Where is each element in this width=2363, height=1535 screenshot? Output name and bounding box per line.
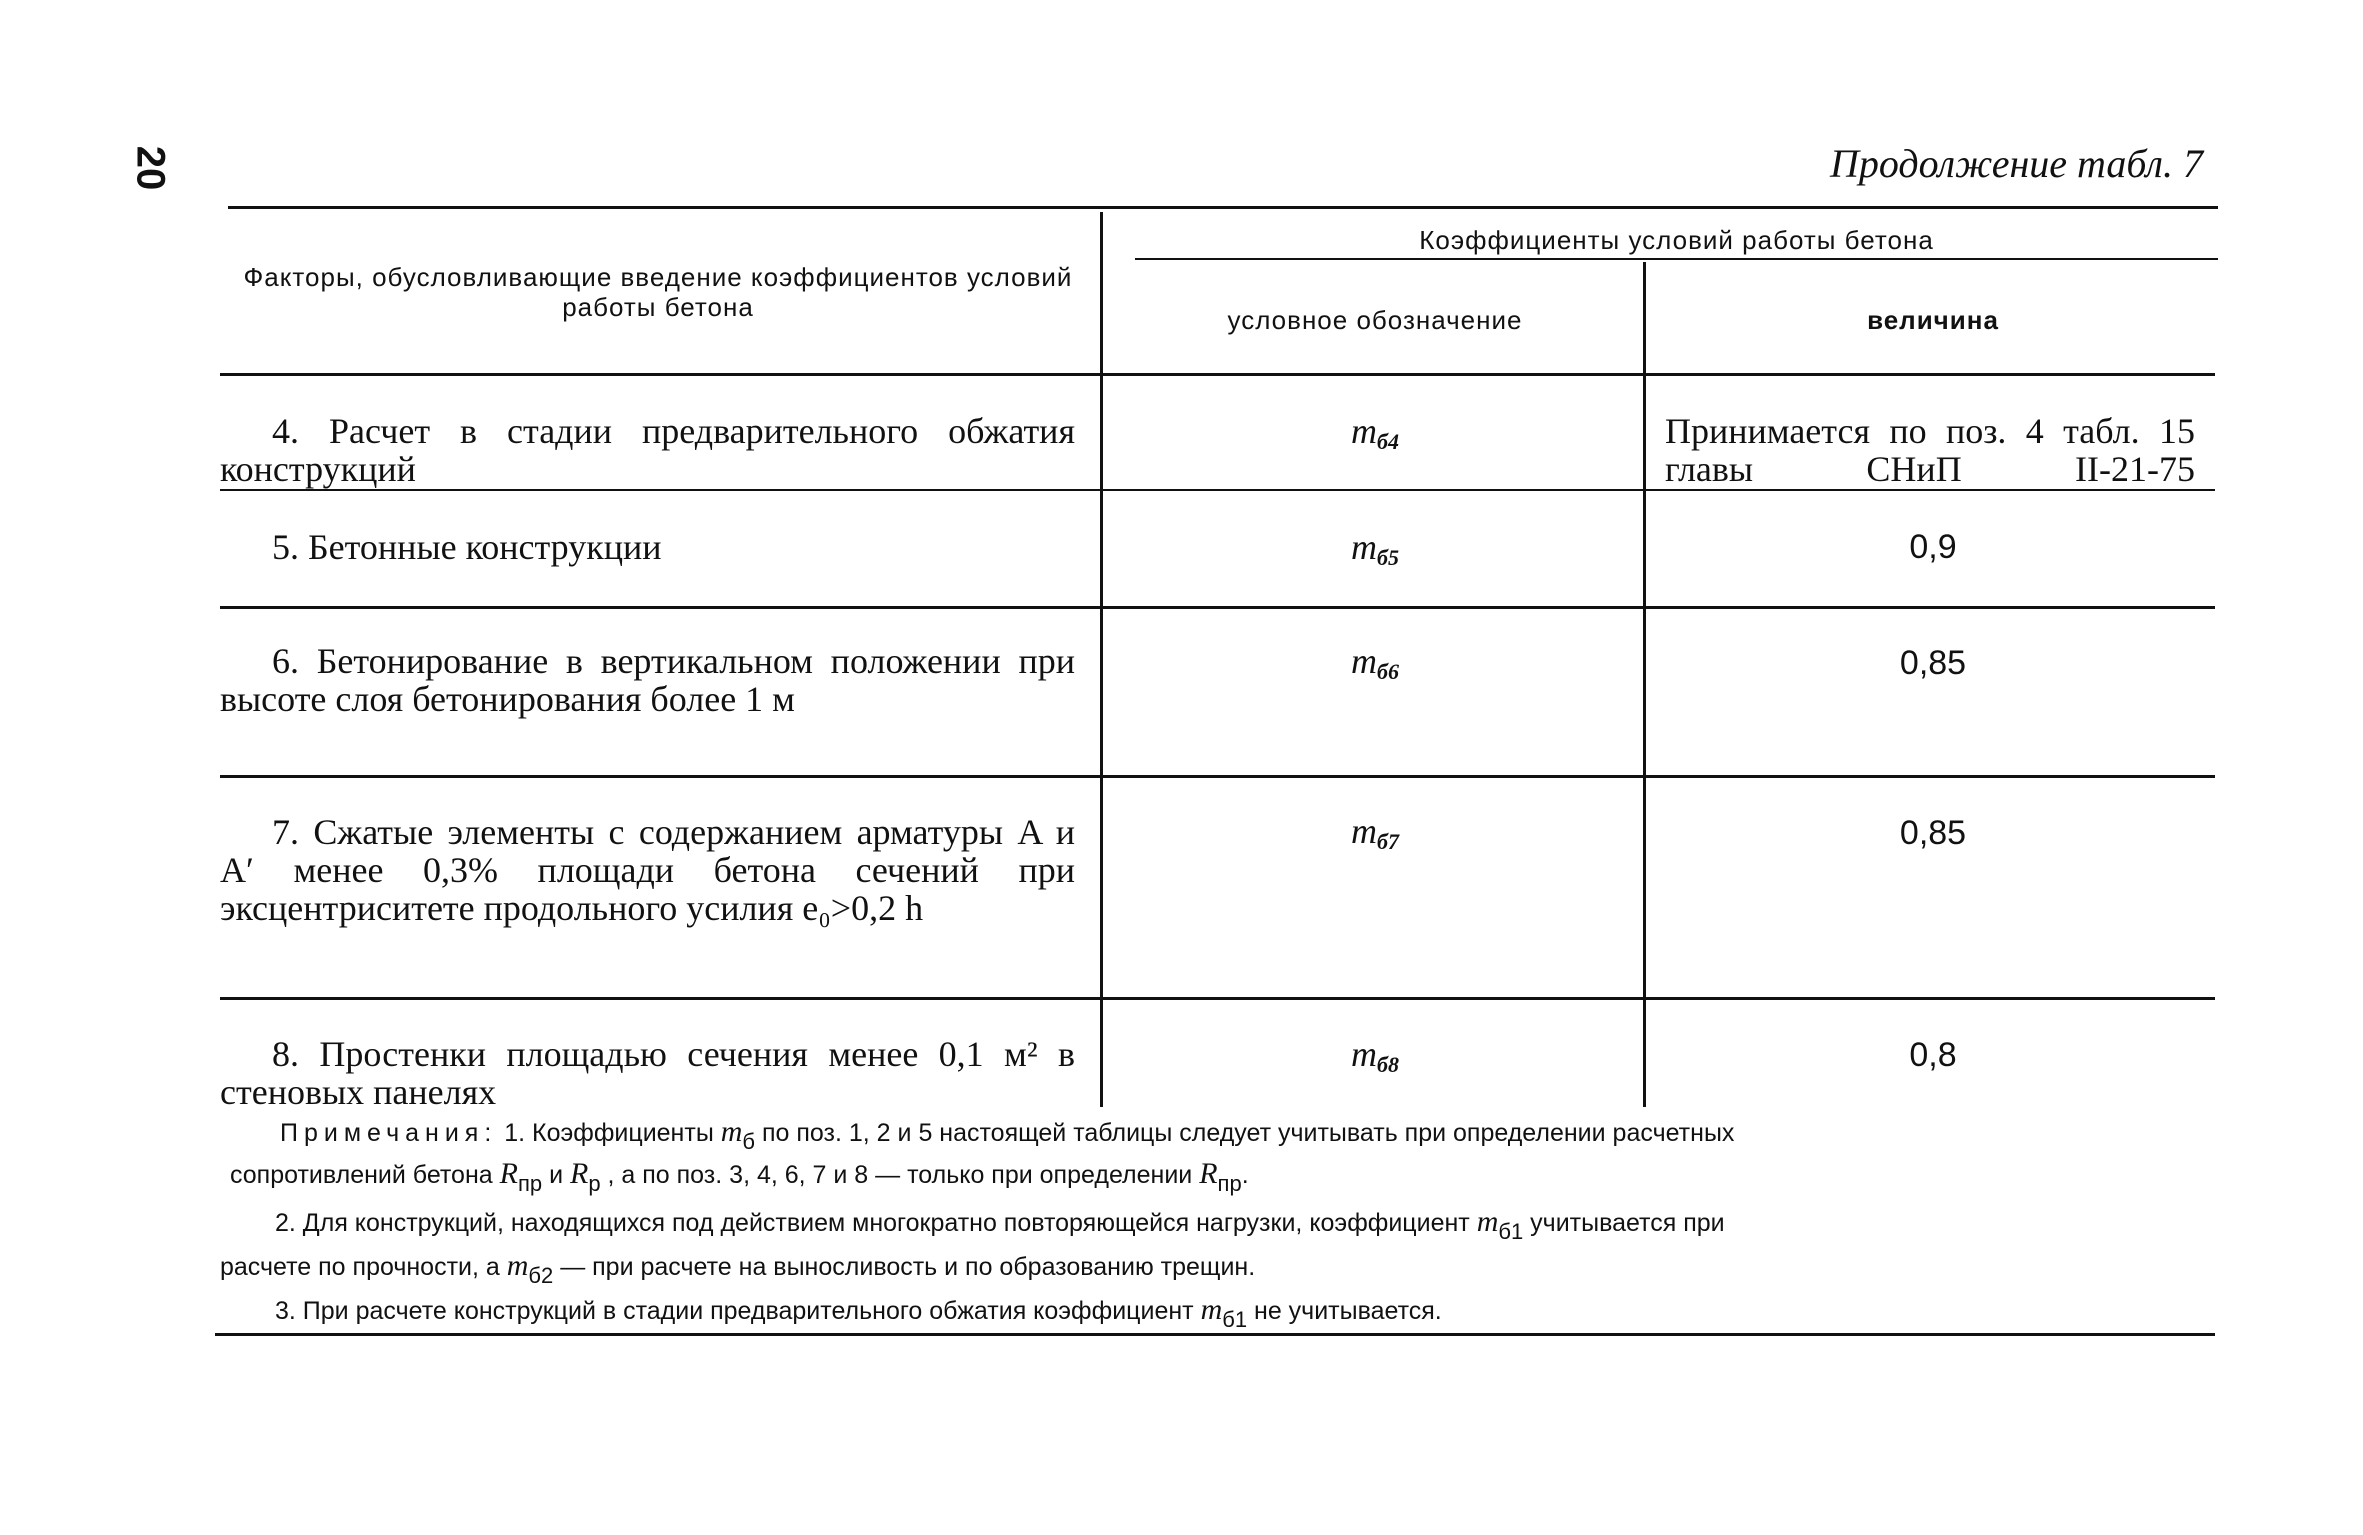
- symbol-row-6: $m_{б6}$: [1351, 641, 1399, 684]
- value-row-6: 0,85: [1899, 644, 1967, 682]
- notes: [220, 1110, 2210, 1330]
- row-7-bottom-rule: [220, 997, 2215, 1000]
- factor-row-5: 5. Бетонные конструкции: [272, 527, 662, 567]
- header-group-rule: [1135, 258, 2218, 260]
- value-row-5: 0,9: [1909, 528, 1957, 566]
- header-value: величина: [1867, 305, 1999, 335]
- value-row-4: Принимается по поз. 4 табл. 15 главы СНиП II-21-75: [1665, 411, 2195, 489]
- header-bottom-rule: [220, 373, 2215, 376]
- column-divider-2: [1643, 262, 1646, 1107]
- value-row-7: 0,85: [1899, 814, 1967, 852]
- row-5-bottom-rule: [220, 606, 2215, 609]
- table-top-rule: [228, 206, 2218, 209]
- factor-row-8: 8. Простенки площадью сечения менее 0,1 м² в стеновых панелях: [220, 1034, 1075, 1112]
- value-row-8: 0,8: [1909, 1036, 1957, 1074]
- row-6-bottom-rule: [220, 775, 2215, 778]
- symbol-row-5: $m_{б5}$: [1351, 527, 1399, 570]
- note-3: 3. При расчете конструкций в стадии предварительного обжатия коэффициент $m_{б1}$ не учитывается.: [275, 1293, 1442, 1332]
- note-1-line-2: сопротивлений бетона $R_{пр}$ и $R_р$ , а по поз. 3, 4, 6, 7 и 8 — только при определении $R_{пр}$.: [230, 1157, 1249, 1196]
- column-divider-1: [1100, 212, 1103, 1107]
- factor-row-7: 7. Сжатые элементы с содержанием арматуры A и A′ менее 0,3% площади бетона сечений при эксцентриситете продольного усилия e₀>0,2 h: [220, 812, 1075, 928]
- header-coefficients-group: Коэффициенты условий работы бетона: [1419, 225, 1934, 255]
- header-factors: Факторы, обусловливающие введение коэффициентов условий работы бетона: [243, 262, 1073, 322]
- factor-row-6: 6. Бетонирование в вертикальном положении при высоте слоя бетонирования более 1 м: [220, 641, 1075, 719]
- note-2-line-2: расчете по прочности, а $m_{б2}$ — при расчете на выносливость и по образованию трещин.: [220, 1249, 1256, 1288]
- row-4-bottom-rule: [220, 489, 2215, 491]
- symbol-row-8: $m_{б8}$: [1351, 1034, 1399, 1077]
- symbol-row-4: $m_{б4}$: [1351, 411, 1399, 454]
- factor-row-4: 4. Расчет в стадии предварительного обжатия конструкций: [220, 411, 1075, 489]
- header-symbol: условное обозначение: [1227, 305, 1523, 335]
- symbol-row-7: $m_{б7}$: [1351, 811, 1399, 854]
- note-2-line-1: 2. Для конструкций, находящихся под действием многократно повторяющейся нагрузки, коэффициент $m_{б1}$ учитывается при: [275, 1205, 1725, 1244]
- continuation-caption: Продолжение табл. 7: [1829, 141, 2203, 186]
- note-1-line-1: Примечания: 1. Коэффициенты $m_б$ по поз. 1, 2 и 5 настоящей таблицы следует учитывать при определении расчетных: [280, 1115, 1735, 1154]
